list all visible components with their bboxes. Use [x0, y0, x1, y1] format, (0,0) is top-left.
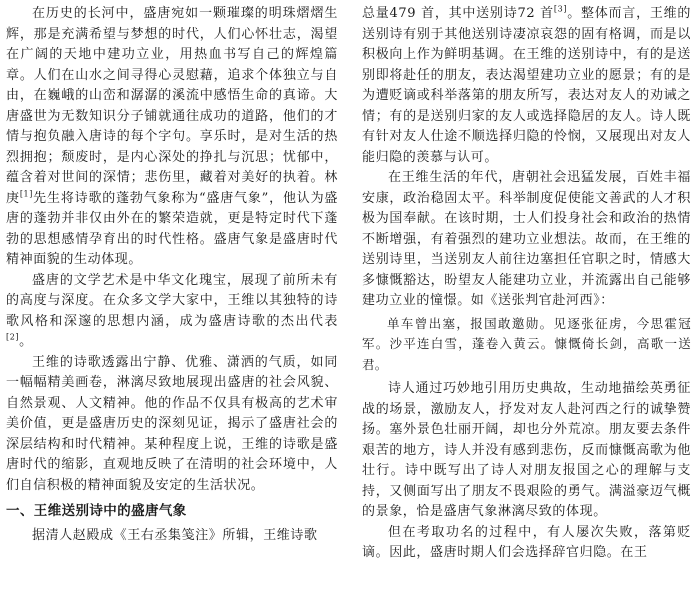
wangwei-paragraph: 王维的诗歌透露出宁静、优雅、潇洒的气质，如同一幅幅精美画卷，淋漓尽致地展现出盛唐的社会风貌、自然景观、人文精神。他的作品不仅具有极高的艺术审美价值，更是盛唐历史的深刻见证，揭示了盛唐社会的深层结构和时代精神。某种程度上说，王维的诗歌是盛唐时代的缩影，直观地反映了在清明的社会环境中，人们自信积极的精神面貌及安定的生活状况。	[6, 354, 338, 493]
statistics-paragraph: 据清人赵殿成《王右丞集笺注》所辑，王维诗歌	[32, 527, 318, 543]
literature-paragraph: 盛唐的文学艺术是中华文化瑰宝，展现了前所未有的高度与深度。在众多文学大家中，王维以其独特的诗歌风格和深邃的思想内涵，成为盛唐诗歌的杰出代表[2]。	[6, 272, 338, 349]
closing-paragraph: 但在考取功名的过程中，有人屡次失败，落第贬谪。因此，盛唐时期人们会选择辞官归隐。在王	[362, 524, 691, 560]
citation-ref: [2]	[6, 332, 20, 342]
section-heading: 一、王维送别诗中的盛唐气象	[6, 503, 187, 519]
intro-paragraph: 在历史的长河中，盛唐宛如一颗璀璨的明珠熠熠生辉，那是充满希望与梦想的时代，人们心怀壮志，渴望在广阔的天地中建功立业，用热血书写自己的辉煌篇章。人们在山水之间寻得心灵慰藉，追求个体独立与自由，在巍峨的山峦和潺潺的溪流中感悟生命的真谛。大唐盛世为无数知识分子铺就通往成功的道路，他们的才情与抱负融入唐诗的每个字句。享乐时，是对生活的热烈拥抱；颓废时，是内心深处的挣扎与沉思；忧郁中，蕴含着对世间的深情；悲伤里，藏着对美好的执着。林庚[1]先生将诗歌的蓬勃气象称为“盛唐气象”，他认为盛唐的蓬勃并非仅由外在的繁荣造就，更是特定时代下蓬勃的思想感情孕育出的时代性格。盛唐气象是盛唐时代精神面貌的生动体现。	[6, 6, 339, 267]
right-column	[362, 4, 691, 564]
citation-ref: [3]	[553, 4, 568, 14]
analysis-paragraph: 诗人通过巧妙地引用历史典故，生动地描绘英勇征战的场景，激励友人，抒发对友人赴河西之行的诚挚赞扬。塞外景色壮丽开阔，却也分外荒凉。朋友要去条件艰苦的地方，诗人并没有感到悲伤，反而慷慨高歌为他壮行。诗中既写出了诗人对朋友报国之心的理解与支持，又侧面写出了朋友不畏艰险的勇气。满溢豪迈气概的景象，恰是盛唐气象淋漓尽致的体现。	[362, 381, 691, 519]
farewell-poems-paragraph: 总量479 首，其中送别诗72 首[3]。整体而言，王维的送别诗有别于其他送别诗凄凉哀怨的固有格调，而是以积极向上作为鲜明基调。在王维的送别诗中，有的是送别即将赴任的朋友，表达渴望建功立业的愿景；有的是为遭贬谪或科举落第的朋友所写，表达对友人的劝诫之情；有的是送别归家的友人或选择隐居的友人。诗人既有针对友人仕途不顺选择归隐的怜悯，又展现出对友人能归隐的羡慕与认可。	[362, 4, 692, 165]
poem-quote: 单车曾出塞，报国敢邀勋。见逐张征虏，今思霍冠军。沙平连白雪，蓬卷入黄云。慷慨倚长剑，高歌一送君。	[362, 315, 691, 372]
era-paragraph: 在王维生活的年代，唐朝社会迅猛发展，百姓丰福安康，政治稳固太平。科举制度促使能文善武的人才积极为国奉献。在该时期，士人们投身社会和政治的热情不断增强，有着强烈的建功立业想法。故而，在王维的送别诗里，当送别友人前往边塞担任官职之时，情感大多慷慨豁达，盼望友人能建功立业，并流露出自己能够建功立业的憧憬。如《送张判官赴河西》：	[362, 170, 691, 308]
citation-ref: [1]	[19, 189, 33, 199]
left-column	[6, 4, 338, 546]
